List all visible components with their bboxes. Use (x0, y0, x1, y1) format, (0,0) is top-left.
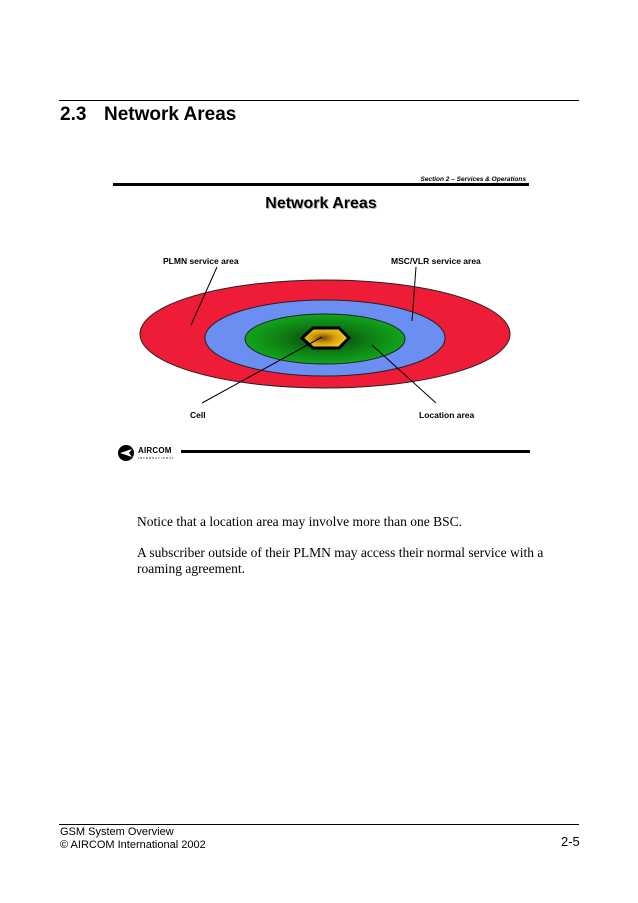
slide-header: Section 2 – Services & Operations (420, 176, 526, 183)
location-area-label: Location area (419, 410, 475, 420)
body-paragraph-1: Notice that a location area may involve more than one BSC. (137, 514, 463, 529)
footer-left (60, 826, 206, 852)
slide-title: Network Areas (265, 195, 377, 212)
plmn-label: PLMN service area (163, 256, 239, 266)
page-number: 2-5 (561, 834, 580, 849)
cell-label: Cell (190, 410, 206, 420)
footer-doc-title: GSM System Overview (60, 826, 174, 838)
msc-vlr-label: MSC/VLR service area (391, 256, 481, 266)
slide-bottom-rule (181, 450, 530, 453)
logo-wordmark: AIRCOM (138, 446, 172, 455)
body-paragraph-2: A subscriber outside of their PLMN may access their normal service with a roaming agreement. (137, 545, 544, 576)
cell-hexagon (302, 328, 349, 348)
footer-rule (59, 824, 579, 825)
footer-copyright: © AIRCOM International 2002 (60, 839, 206, 851)
section-number: 2.3 (60, 104, 87, 125)
logo-subtitle: INTERNATIONAL (138, 456, 175, 460)
section-title: Network Areas (104, 104, 237, 125)
